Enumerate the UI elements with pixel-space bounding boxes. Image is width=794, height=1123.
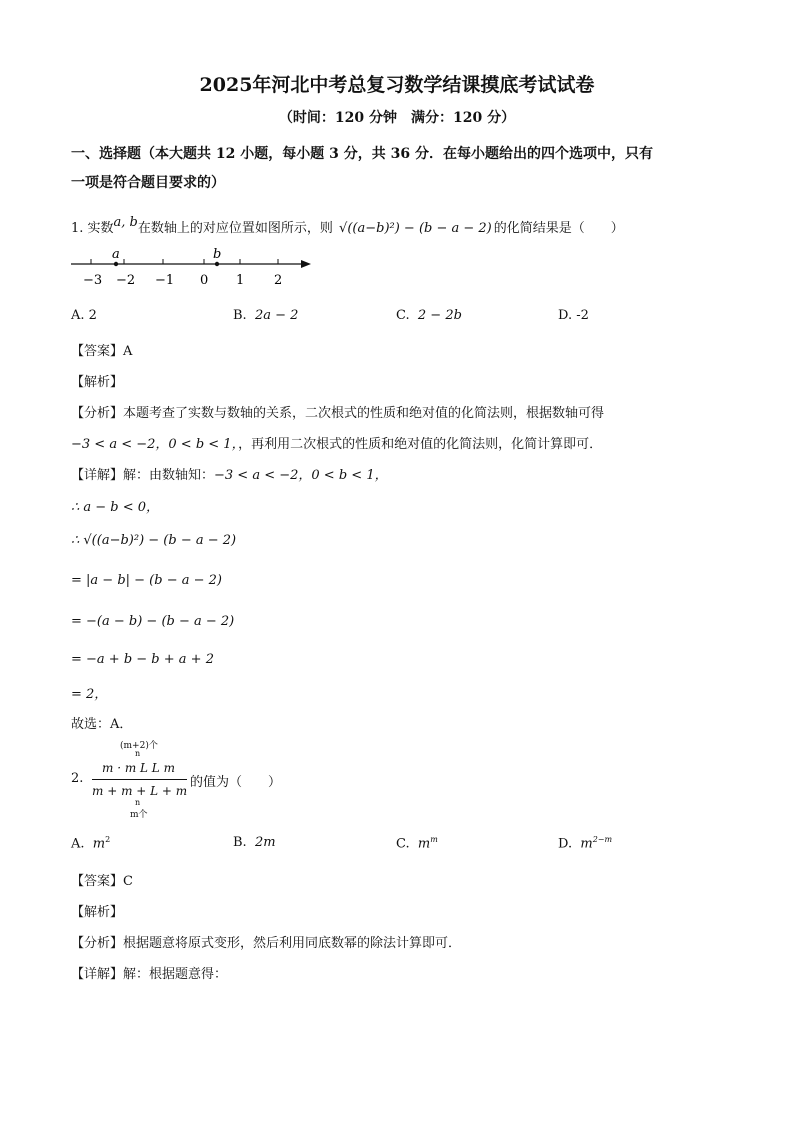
q2-option-c [396,835,438,851]
q1-option-c [396,308,462,323]
q1-step1: ∴ a − b < 0， [71,500,160,515]
fenxi-text: ，再利用二次根式的性质和绝对值的化简法则，化简计算即可． [238,437,603,452]
point-b-dot [215,262,219,266]
option-b-expr: 2a − 2 [254,308,299,323]
q1-detail-line1 [71,464,388,483]
q1-fenxi-line2 [71,433,602,452]
tick-label: −1 [155,273,175,288]
q2-fenxi: 【分析】根据题意将原式变形，然后利用同底数幂的除法计算即可． [71,936,462,951]
option-c-label: C. [396,836,410,852]
option-b-label: B. [233,308,247,323]
q1-option-a: A. 2 [71,308,97,323]
section-heading-line2: 一项是符合题目要求的） [71,175,225,191]
page-title: 2025年河北中考总复习数学结课摸底考试试卷 [199,74,595,96]
q1-suffix: 的化简结果是（ ） [493,221,624,236]
point-a-dot [114,262,118,266]
q2-answer: 【答案】C [71,874,133,889]
detail-math: −3 < a < −2，0 < b < 1， [214,468,388,483]
option-d-exp: 2−m [592,835,613,844]
detail-label: 【详解】解：由数轴知： [71,468,215,483]
q1-mid: 在数轴上的对应位置如图所示，则 [137,221,333,236]
option-c-base: m [417,836,431,852]
fenxi-math: −3 < a < −2，0 < b < 1， [71,437,239,452]
q1-option-d: D. -2 [558,308,589,323]
q1-vars: a, b [113,215,138,230]
option-c-expr: 2 − 2b [417,308,462,323]
q2-option-a [71,835,110,851]
q1-prefix: 1. 实数 [71,221,114,236]
q1-fenxi-line1: 【分析】本题考查了实数与数轴的关系，二次根式的性质和绝对值的化简法则，根据数轴可得 [71,406,605,421]
q1-answer: 【答案】A [71,344,133,359]
q1-step2: ∴ √((a−b)²) − (b − a − 2) [71,533,237,548]
option-b-expr: 2m [254,835,276,850]
tick-label: 0 [200,273,209,288]
q1-expression: √((a−b)²) − (b − a − 2) [339,221,492,236]
q2-fraction-bar [92,779,187,780]
q2-top-brace: n [135,749,141,758]
q2-detail: 【详解】解：根据题意得： [71,967,228,982]
option-c-label: C. [396,308,410,323]
q2-suffix: 的值为（ ） [190,775,282,790]
q2-bottom-label: m个 [130,810,148,820]
q1-step5: = −a + b − b + a + 2 [71,652,214,667]
section-heading-line1: 一、选择题（本大题共 12 小题，每小题 3 分，共 36 分．在每小题给出的四个选项中，只有 [71,146,653,162]
q1-option-b [233,308,298,323]
tick-label: 1 [236,273,245,288]
q1-stem [71,217,624,236]
q2-top-label: (m+2)个 [120,741,158,751]
q1-choice: 故选：A． [71,717,133,732]
q2-number: 2. [71,771,84,786]
option-c-exp: m [430,835,438,844]
option-d-base: m [580,836,593,852]
q2-denominator: m + m + L + m [92,784,188,798]
exam-info: （时间：120 分钟 满分：120 分） [278,110,516,126]
option-b-label: B. [233,835,247,850]
option-a-exp: 2 [105,835,111,844]
q2-numerator: m · m L L m [102,761,175,775]
option-a-label: A. [71,836,85,852]
q2-bottom-brace: n [135,798,141,807]
option-d-label: D. [558,836,573,852]
tick-label: −3 [83,273,103,288]
q1-step6: = 2， [71,687,108,702]
q1-analysis-label: 【解析】 [71,375,124,390]
tick-label: −2 [116,273,136,288]
tick-label: 2 [274,273,283,288]
point-a-label: a [112,247,120,262]
q1-step3: = |a − b| − (b − a − 2) [71,573,222,588]
point-b-label: b [213,247,222,262]
q1-step4: = −(a − b) − (b − a − 2) [71,614,235,629]
q2-analysis-label: 【解析】 [71,905,124,920]
q2-option-b [233,835,276,850]
option-a-base: m [92,836,106,852]
q1-number-line [71,242,316,290]
q2-option-d [558,835,612,851]
